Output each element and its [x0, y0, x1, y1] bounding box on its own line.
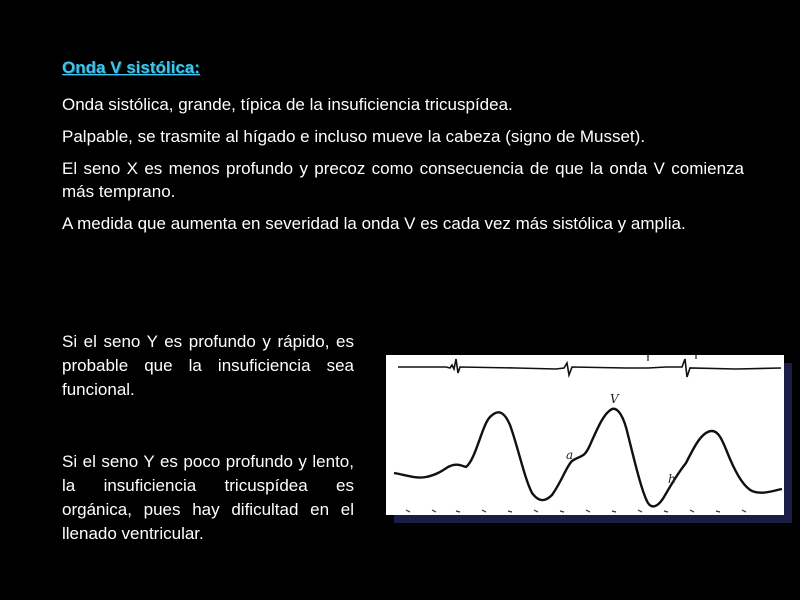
paragraph-palpable: Palpable, se trasmite al hígado e incluso mueve la cabeza (signo de Musset).	[62, 127, 646, 146]
paragraph-x-sinus: El seno X es menos profundo y precoz como consecuencia de que la onda V comienza más temprano.	[62, 159, 744, 201]
jugular-pulse-tracing	[386, 355, 784, 515]
label-a-wave: a	[566, 448, 574, 462]
jugular-waveform	[394, 409, 782, 507]
side-note-organic: Si el seno Y es poco profundo y lento, la insuficiencia tricuspídea es orgánica, pues hay dificultad en el llenado ventricular.	[62, 452, 354, 543]
paragraph-systolic-wave: Onda sistólica, grande, típica de la insuficiencia tricuspídea.	[62, 95, 513, 114]
tracing-svg	[386, 355, 784, 515]
label-v-wave: V	[610, 392, 619, 406]
ecg-trace	[398, 359, 781, 377]
ecg-marker-1	[648, 355, 696, 361]
slide-heading: Onda V sistólica:	[62, 58, 200, 77]
side-note-functional: Si el seno Y es profundo y rápido, es probable que la insuficiencia sea funcional.	[62, 332, 354, 399]
paragraph-severity: A medida que aumenta en severidad la onda V es cada vez más sistólica y amplia.	[62, 214, 686, 233]
main-text-block	[62, 93, 744, 244]
time-marks	[406, 510, 746, 512]
label-h-wave: h	[668, 472, 676, 486]
